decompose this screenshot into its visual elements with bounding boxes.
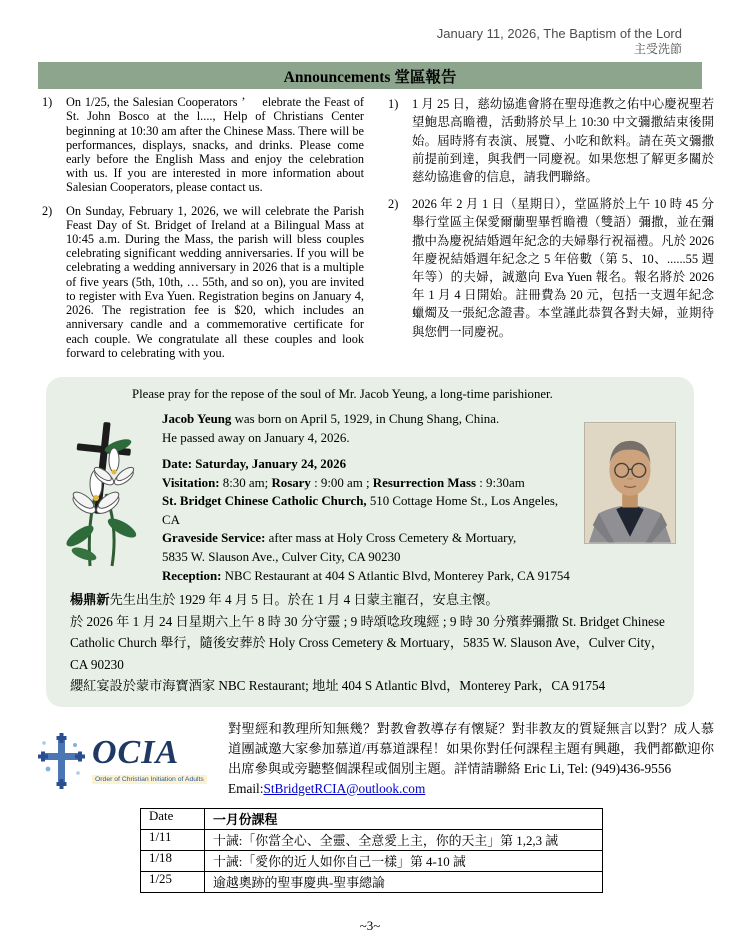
lily-cross-image bbox=[60, 410, 144, 585]
obituary-zh-line2: 於 2026 年 1 月 24 日星期六上午 8 時 30 分守靈 ; 9 時頌唸玫瑰經 ; 9 時 30 分殯葬彌撒 St. Bridget Chinese Catholic Church 舉行，隨後安葬於 Holy Cross Cemetery & Mortuary，5835 W. Slauson Ave，Culver City，CA 90230 bbox=[70, 613, 665, 672]
announcements-columns bbox=[30, 95, 714, 369]
course-title: 逾越奧跡的聖事慶典-聖事總論 bbox=[205, 871, 603, 892]
mass-label: Resurrection Mass bbox=[372, 475, 477, 490]
ocia-section bbox=[30, 719, 714, 799]
announcement-en-2: On Sunday, February 1, 2026, we will celebrate the Parish Feast Day of St. Bridget of Ireland at a Bilingual Mass at 10:45 a.m. During the Mass, the parish will bless couples celebrating significant wedding anniversaries. If you will be celebrating a wedding anniversary in 2026 that is a multiple of five years (5th, 10th, … 55th, and so on), you are invited to register with Eva Yuen. Registration begins on January 4, 2026. The registration fee is $20, which includes an anniversary candle and a commemorative certificate for each couple. We congratulate all these couples and look forward to celebrating with you. bbox=[66, 203, 364, 360]
graveside-label: Graveside Service: bbox=[162, 531, 266, 546]
portrait-image bbox=[584, 422, 676, 544]
reception-text: NBC Restaurant at 404 S Atlantic Blvd, Monterey Park, CA 91754 bbox=[221, 568, 570, 583]
table-row bbox=[141, 871, 603, 892]
ocia-text-block bbox=[228, 719, 714, 799]
funeral-date: Date: Saturday, January 24, 2026 bbox=[162, 457, 347, 472]
obituary-chinese-text bbox=[70, 589, 674, 697]
obituary-church-line bbox=[162, 492, 574, 529]
obituary-reception-line bbox=[162, 567, 574, 586]
header-date-line: January 11, 2026, The Baptism of the Lord bbox=[436, 26, 682, 41]
header-feast-zh: 主受洗節 bbox=[633, 42, 682, 57]
rosary-time: : 9:00 am ; bbox=[310, 475, 373, 490]
list-item bbox=[380, 95, 714, 186]
ocia-wordmark bbox=[92, 733, 207, 786]
church-name: St. Bridget Chinese Catholic Church, bbox=[162, 494, 367, 509]
list-item bbox=[30, 204, 364, 360]
graveside-text: after mass at Holy Cross Cemetery & Mortuary, bbox=[265, 531, 517, 546]
column-header-course: 一月份課程 bbox=[205, 808, 603, 829]
course-schedule-table bbox=[140, 808, 603, 893]
ocia-logo bbox=[30, 719, 228, 799]
announcement-en-1: On 1/25, the Salesian Cooperators ’ elebrate the Feast of St. John Bosco at the l...., Help of Christians Center beginning at 10:30 am after the Chinese Mass. There will be performances, displays, snacks, and drinks. Please come early before the English Mass and enjoy the celebration with us. If you are interested in more information about Salesian Cooperators, please contact us. bbox=[66, 95, 364, 195]
page-header bbox=[0, 0, 740, 57]
email-link[interactable]: StBridgetRCIA@outlook.com bbox=[263, 780, 426, 796]
born-text: was born on April 5, 1929, in Chung Shang, China. bbox=[231, 411, 500, 426]
item-number: 1) bbox=[42, 95, 53, 110]
announcements-banner: Announcements 堂區報告 bbox=[38, 62, 702, 89]
list-item bbox=[30, 95, 364, 194]
course-date: 1/11 bbox=[141, 829, 205, 850]
item-number: 2) bbox=[42, 203, 53, 218]
obituary-graveside-line bbox=[162, 529, 574, 548]
obituary-born-line bbox=[162, 410, 574, 429]
obituary-intro: Please pray for the repose of the soul of Mr. Jacob Yeung, a long-time parishioner. bbox=[132, 386, 553, 401]
email-label: Email: bbox=[228, 780, 264, 796]
obituary-zh-line3: 纓紅宴設於蒙市海寶酒家 NBC Restaurant; 地址 404 S Atlantic Blvd，Monterey Park，CA 91754 bbox=[70, 678, 606, 694]
ocia-email-line bbox=[228, 779, 714, 799]
zh-born-text: 先生出生於 1929 年 4 月 5 日。於在 1 月 4 日蒙主寵召，安息主懷。 bbox=[109, 592, 499, 608]
obituary-date-line bbox=[162, 455, 574, 474]
announcement-zh-2: 2026 年 2 月 1 日（星期日），堂區將於上午 10 時 45 分舉行堂區主保愛爾蘭聖畢哲瞻禮（雙語）彌撒，並在彌撒中為慶祝結婚週年紀念的夫婦舉行祝福禮。凡於 2026 年慶祝結婚週年紀念之 5 年倍數（第 5、10、......55 週年等）的夫婦，誠邀向 Eva Yuen 報名。報名將於 2026 年 1 月 4 日開始。註冊費為 20 元，包括一支週年紀念蠟燭及一張紀念證書。本堂謹此恭賀各對夫婦，並期待與您們一同慶祝。 bbox=[412, 197, 714, 339]
announcements-english-column bbox=[30, 95, 364, 369]
ocia-logo-tagline: Order of Christian Initiation of Adults bbox=[92, 775, 207, 784]
lily-icon bbox=[60, 416, 144, 574]
church-address: 510 Cottage Home St., Los Angeles, CA bbox=[162, 494, 559, 527]
obituary-passed-line: He passed away on January 4, 2026. bbox=[162, 430, 350, 445]
item-number: 2) bbox=[388, 197, 399, 212]
deceased-name-zh: 楊鼎新 bbox=[70, 592, 110, 608]
table-header-row bbox=[141, 808, 603, 829]
obituary-graveside-address: 5835 W. Slauson Ave., Culver City, CA 90230 bbox=[162, 550, 401, 565]
visitation-time: 8:30 am; bbox=[219, 475, 272, 490]
reception-label: Reception: bbox=[162, 568, 222, 583]
list-item bbox=[380, 195, 714, 341]
course-date: 1/18 bbox=[141, 850, 205, 871]
course-title: 十誡:「你當全心、全靈、全意愛上主，你的天主」第 1,2,3 誡 bbox=[205, 829, 603, 850]
obituary-schedule-line bbox=[162, 474, 574, 493]
obituary-main bbox=[60, 410, 680, 585]
course-date: 1/25 bbox=[141, 871, 205, 892]
rosary-label: Rosary bbox=[271, 475, 311, 490]
table-row bbox=[141, 829, 603, 850]
mass-time: : 9:30am bbox=[476, 475, 525, 490]
portrait-photo bbox=[584, 410, 680, 585]
page-number: ~3~ bbox=[359, 918, 381, 933]
announcements-chinese-column bbox=[380, 95, 714, 369]
obituary-english-text bbox=[144, 410, 584, 585]
item-number: 1) bbox=[388, 97, 399, 112]
ocia-logo-text: OCIA bbox=[92, 733, 180, 771]
obituary-box bbox=[46, 377, 694, 707]
obituary-zh-line1 bbox=[70, 592, 499, 607]
column-header-date: Date bbox=[141, 808, 205, 829]
ocia-paragraph: 對聖經和教理所知無幾？對教會教導存有懷疑？對非教友的質疑無言以對？成人慕道團誠邀大家參加慕道/再慕道課程！如果你對任何課程主題有興趣，我們都歡迎你出席參與或旁聽整個課程或個別主題。詳情請聯絡 Eric Li, Tel: (949)436-9556 bbox=[228, 720, 714, 776]
table-row bbox=[141, 850, 603, 871]
deceased-name: Jacob Yeung bbox=[162, 411, 232, 426]
visitation-label: Visitation: bbox=[162, 475, 220, 490]
course-title: 十誡:「愛你的近人如你自己一樣」第 4-10 誡 bbox=[205, 850, 603, 871]
announcement-zh-1: 1 月 25 日，慈幼協進會將在聖母進教之佑中心慶祝聖若望鮑思高瞻禮，活動將於早上 10:30 中文彌撒結束後開始。屆時將有表演、展覽、小吃和飲料。請在英文彌撒前提前到達，與我們一同慶祝。如果您想了解更多關於慈幼協進會的信息，請我們聯絡。 bbox=[412, 97, 714, 185]
spacer bbox=[162, 447, 574, 455]
ocia-cross-icon bbox=[34, 733, 88, 791]
